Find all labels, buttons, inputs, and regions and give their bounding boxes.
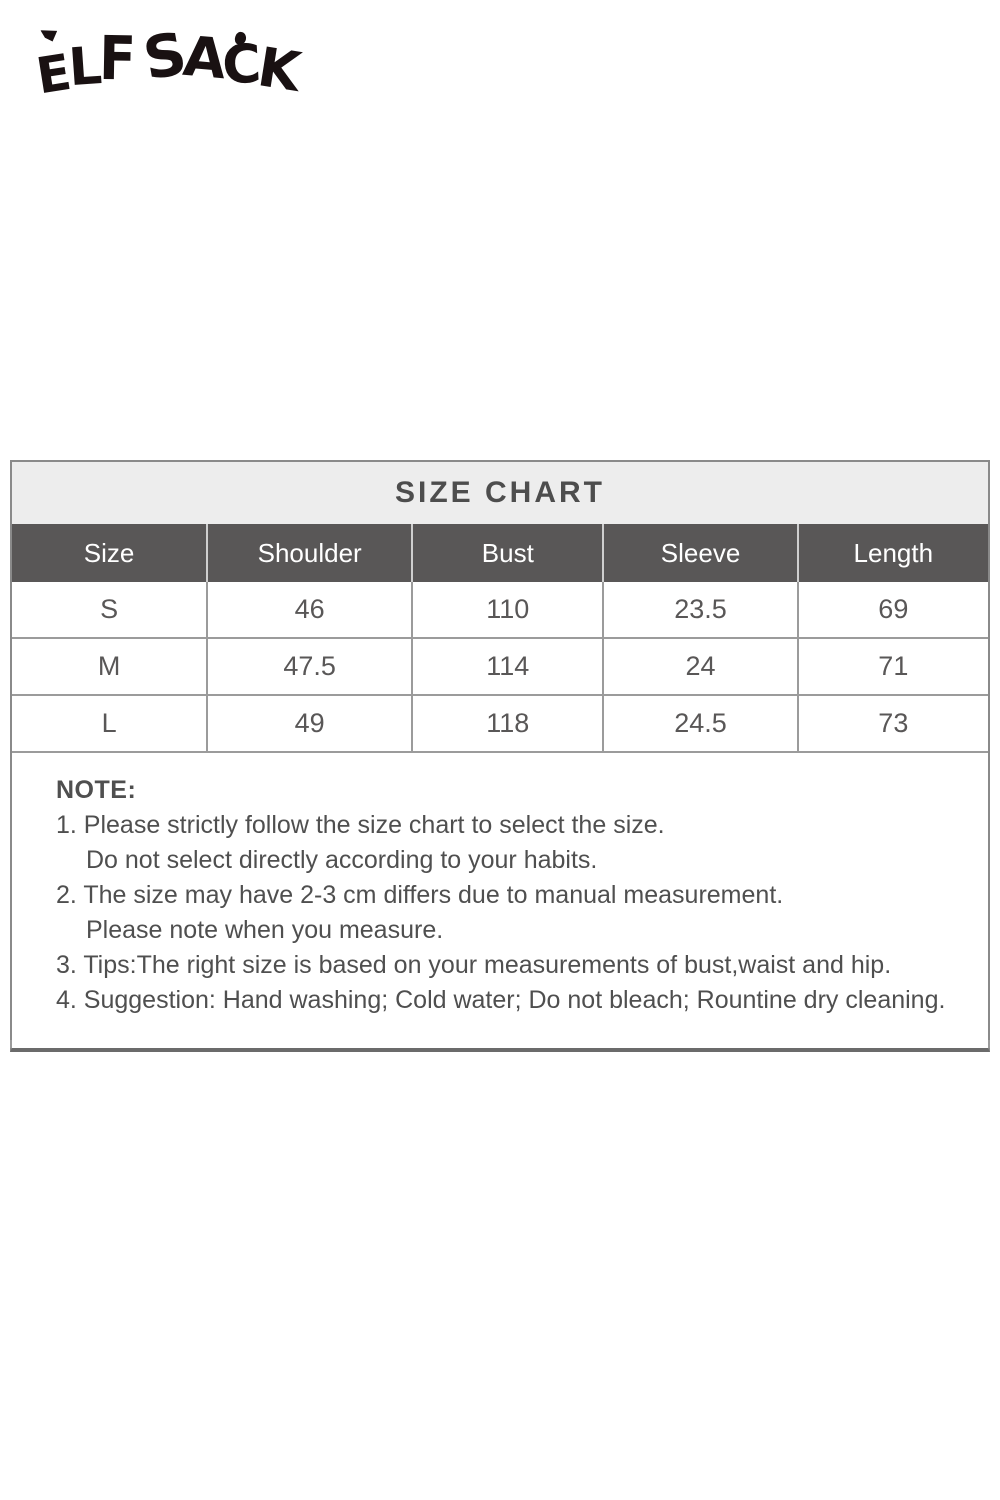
note-line: 4. Suggestion: Hand washing; Cold water; Do not bleach; Rountine dry cleaning. bbox=[56, 986, 946, 1014]
logo-letter: S bbox=[138, 19, 189, 94]
note-line: 2. The size may have 2-3 cm differs due to manual measurement. bbox=[56, 881, 784, 909]
table-cell: 114 bbox=[412, 638, 603, 695]
note-line: 3. Tips:The right size is based on your measurements of bust,waist and hip. bbox=[56, 951, 892, 979]
table-cell: 47.5 bbox=[207, 638, 412, 695]
size-chart-panel bbox=[10, 460, 990, 1052]
note-heading: NOTE: bbox=[56, 776, 137, 804]
table-cell: 24.5 bbox=[603, 695, 797, 751]
table-cell: M bbox=[12, 638, 207, 695]
next-section-cropped-edge bbox=[10, 1040, 990, 1048]
column-header-sleeve: Sleeve bbox=[603, 524, 797, 582]
column-header-size: Size bbox=[12, 524, 207, 582]
table-row bbox=[12, 582, 988, 638]
table-cell: 73 bbox=[798, 695, 988, 751]
column-header-length: Length bbox=[798, 524, 988, 582]
table-header-row bbox=[12, 524, 988, 582]
table-cell: S bbox=[12, 582, 207, 638]
table-cell: 23.5 bbox=[603, 582, 797, 638]
table-cell: 24 bbox=[603, 638, 797, 695]
note-line: Please note when you measure. bbox=[86, 916, 444, 944]
table-cell: 46 bbox=[207, 582, 412, 638]
table-cell: 71 bbox=[798, 638, 988, 695]
table-cell: L bbox=[12, 695, 207, 751]
column-header-bust: Bust bbox=[412, 524, 603, 582]
logo-letter: C bbox=[220, 32, 260, 97]
note-line: 1. Please strictly follow the size chart to select the size. bbox=[56, 811, 665, 839]
brand-logo bbox=[32, 19, 302, 124]
logo-letter: K bbox=[253, 35, 302, 104]
logo-letter: F bbox=[98, 22, 134, 95]
table-cell: 110 bbox=[412, 582, 603, 638]
logo-letter: E bbox=[32, 43, 73, 106]
table-cell: 69 bbox=[798, 582, 988, 638]
logo-letter: L bbox=[66, 35, 101, 98]
size-chart-title: SIZE CHART bbox=[12, 462, 988, 524]
size-chart-table bbox=[12, 524, 988, 751]
logo-accent-mark bbox=[40, 26, 59, 44]
note-section bbox=[12, 751, 988, 1048]
table-row bbox=[12, 695, 988, 751]
table-row bbox=[12, 638, 988, 695]
logo-letter: A bbox=[180, 23, 226, 92]
column-header-shoulder: Shoulder bbox=[207, 524, 412, 582]
table-cell: 49 bbox=[207, 695, 412, 751]
table-cell: 118 bbox=[412, 695, 603, 751]
note-line: Do not select directly according to your habits. bbox=[86, 846, 598, 874]
